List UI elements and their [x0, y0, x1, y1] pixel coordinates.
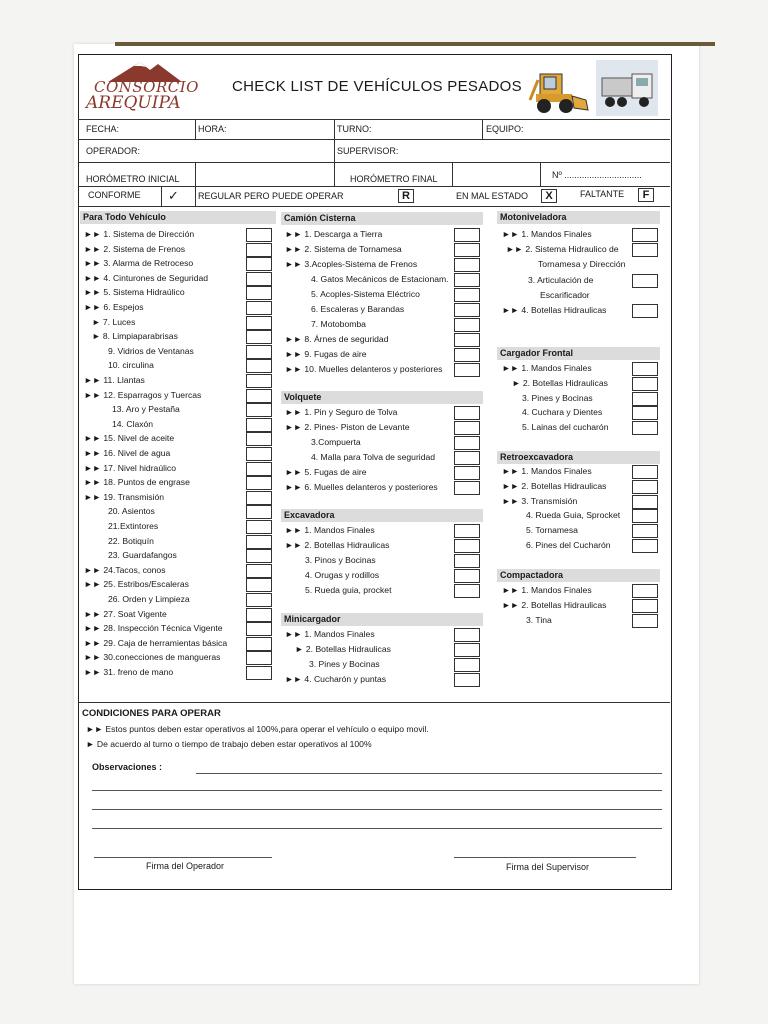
observaciones-line[interactable] [92, 790, 662, 791]
checklist-item-motoniveladora: ►► 1. Mandos Finales [502, 229, 592, 239]
checklist-item-todo: ►► 15. Nivel de aceite [84, 433, 175, 444]
checklist-item-retro: 5. Tornamesa [526, 525, 578, 536]
logo-line2: AREQUIPA [86, 93, 181, 113]
checklist-item-excavadora: ►► 2. Botellas Hidraulicas [285, 540, 390, 550]
legend-regular-mark: R [398, 189, 414, 203]
section-title: Minicargador [284, 614, 341, 624]
checklist-item-todo: ►► 30.conecciones de mangueras [84, 652, 221, 663]
checklist-item-excavadora: 5. Rueda guia, procket [305, 585, 392, 595]
checkbox-todo[interactable] [246, 564, 272, 578]
checkbox-todo[interactable] [246, 272, 272, 286]
checkbox-todo[interactable] [246, 535, 272, 549]
turno-field[interactable]: TURNO: [337, 124, 372, 134]
checkbox-cisterna[interactable] [454, 258, 480, 272]
checklist-item-todo: ►► 5. Sistema Hidraúlico [84, 287, 185, 298]
firma-operador-label: Firma del Operador [146, 861, 225, 871]
checklist-item-todo: 10. circulina [108, 360, 154, 371]
checkbox-cisterna[interactable] [454, 228, 480, 242]
section-header-motoniveladora [497, 211, 660, 224]
checkbox-cisterna[interactable] [454, 243, 480, 257]
grid-line [78, 206, 670, 207]
checkbox-cisterna[interactable] [454, 333, 480, 347]
checkbox-todo[interactable] [246, 257, 272, 271]
checkbox-todo[interactable] [246, 345, 272, 359]
checklist-item-todo: 9. Vidrios de Ventanas [108, 345, 194, 356]
observaciones-line[interactable] [92, 828, 662, 829]
checkbox-todo[interactable] [246, 359, 272, 373]
top-edge-strip [115, 42, 715, 46]
checkbox-todo[interactable] [246, 432, 272, 446]
checklist-item-cisterna: 4. Gatos Mecánicos de Estacionam. [311, 274, 449, 284]
equipo-field[interactable]: EQUIPO: [486, 124, 524, 134]
checklist-item-todo: ►► 16. Nivel de agua [84, 448, 171, 458]
checkbox-minicargador[interactable] [454, 658, 480, 672]
checkbox-todo[interactable] [246, 447, 272, 461]
checkbox-todo[interactable] [246, 418, 272, 432]
checklist-item-retro: 4. Rueda Guia, Sprocket [526, 510, 621, 521]
checkbox-todo[interactable] [246, 608, 272, 622]
checklist-item-minicargador: 3. Pines y Bocinas [309, 659, 380, 669]
checklist-item-todo: ►► 17. Nivel hidraúlico [84, 462, 177, 473]
checkbox-todo[interactable] [246, 578, 272, 592]
backhoe-loader-icon [526, 60, 590, 116]
checkbox-compactadora[interactable] [632, 614, 658, 628]
checkbox-excavadora[interactable] [454, 524, 480, 538]
checklist-item-cisterna: ►► 1. Descarga a Tierra [285, 229, 383, 239]
checkbox-volquete[interactable] [454, 436, 480, 450]
checklist-item-retro: ►► 1. Mandos Finales [502, 466, 592, 476]
checkbox-todo[interactable] [246, 301, 272, 315]
section-title: Excavadora [284, 510, 335, 520]
checkbox-todo[interactable] [246, 520, 272, 534]
grid-line [78, 702, 670, 703]
checklist-item-cisterna: 7. Motobomba [311, 319, 366, 329]
checklist-item-cargador: ►► 1. Mandos Finales [502, 363, 592, 373]
checklist-item-todo: 26. Orden y Limpieza [108, 594, 190, 604]
checklist-item-todo: ►► 25. Estribos/Escaleras [84, 579, 189, 590]
checkbox-cisterna[interactable] [454, 303, 480, 317]
checkbox-todo[interactable] [246, 389, 272, 403]
checkbox-compactadora[interactable] [632, 584, 658, 598]
checklist-item-todo: ► 8. Limpiaparabrisas [92, 331, 178, 342]
section-title: Volquete [284, 392, 322, 402]
checklist-item-minicargador: ►► 4. Cucharón y puntas [285, 674, 387, 684]
checklist-item-volquete: 3.Compuerta [311, 437, 361, 447]
checkbox-minicargador[interactable] [454, 628, 480, 642]
grid-line [195, 162, 196, 186]
legend-regular-label: REGULAR PERO PUEDE OPERAR [198, 191, 344, 201]
checkbox-cargador[interactable] [632, 392, 658, 406]
checkbox-cisterna[interactable] [454, 288, 480, 302]
checkbox-cargador[interactable] [632, 421, 658, 435]
checkbox-todo[interactable] [246, 403, 272, 417]
checkbox-volquete[interactable] [454, 451, 480, 465]
grid-line [78, 186, 670, 187]
checklist-item-compactadora: ►► 2. Botellas Hidraulicas [502, 600, 607, 610]
observaciones-line[interactable] [92, 809, 662, 810]
checkbox-todo[interactable] [246, 316, 272, 330]
checkbox-todo[interactable] [246, 491, 272, 505]
section-title: Compactadora [500, 570, 564, 580]
section-title: Retroexcavadora [500, 452, 574, 462]
section-header-cisterna [281, 212, 483, 225]
checklist-item-cisterna: 5. Acoples-Sistema Eléctrico [311, 289, 420, 299]
legend-conforme-mark: ✓ [168, 188, 179, 203]
conditions-line2: ► De acuerdo al turno o tiempo de trabajo deben estar operativos al 100% [86, 739, 372, 749]
checkbox-volquete[interactable] [454, 421, 480, 435]
checkbox-todo[interactable] [246, 286, 272, 300]
checkbox-cisterna[interactable] [454, 348, 480, 362]
checklist-item-cisterna: ►► 8. Árnes de seguridad [285, 334, 389, 344]
checklist-item-todo: 21.Extintores [108, 521, 159, 531]
checkbox-retro[interactable] [632, 539, 658, 553]
checklist-item-motoniveladora: 3. Articulación de [528, 274, 594, 285]
checkbox-todo[interactable] [246, 476, 272, 490]
checkbox-cisterna[interactable] [454, 273, 480, 287]
logo-line1: CONSORCIO [94, 78, 199, 96]
checklist-item-volquete: ►► 2. Pines- Piston de Levante [285, 422, 410, 432]
checkbox-todo[interactable] [246, 593, 272, 607]
checklist-item-retro: ►► 2. Botellas Hidraulicas [502, 480, 607, 491]
checklist-item-todo: ►► 24.Tacos, conos [84, 564, 166, 575]
checklist-item-volquete: ►► 1. Pin y Seguro de Tolva [285, 407, 398, 417]
checklist-item-cargador: 4. Cuchara y Dientes [522, 407, 603, 418]
section-header-retro [497, 451, 660, 464]
observaciones-label: Observaciones : [92, 762, 163, 772]
checkbox-volquete[interactable] [454, 481, 480, 495]
checkbox-motoniveladora[interactable] [632, 304, 658, 318]
checkbox-motoniveladora[interactable] [632, 274, 658, 288]
checkbox-motoniveladora[interactable] [632, 243, 658, 257]
section-header-todo [80, 211, 276, 224]
grid-line [540, 162, 541, 186]
observaciones-line[interactable] [196, 773, 662, 774]
legend-mal-label: EN MAL ESTADO [456, 191, 529, 201]
checkbox-retro[interactable] [632, 480, 658, 494]
checklist-item-cisterna: ►► 3.Acoples-Sistema de Frenos [285, 259, 418, 269]
checkbox-volquete[interactable] [454, 466, 480, 480]
checkbox-cisterna[interactable] [454, 318, 480, 332]
legend-conforme-label: CONFORME [88, 190, 141, 200]
checklist-item-todo: ►► 12. Esparragos y Tuercas [84, 389, 202, 400]
grid-line [161, 186, 162, 206]
checkbox-todo[interactable] [246, 462, 272, 476]
grid-line [78, 119, 670, 120]
checkbox-volquete[interactable] [454, 406, 480, 420]
grid-line [482, 119, 483, 139]
legend-faltante-mark: F [638, 188, 654, 202]
section-header-minicargador [281, 613, 483, 626]
section-header-cargador [497, 347, 660, 360]
checkbox-retro[interactable] [632, 524, 658, 538]
checkbox-excavadora[interactable] [454, 584, 480, 598]
checkbox-todo[interactable] [246, 666, 272, 680]
checklist-item-todo: ►► 31. freno de mano [84, 667, 174, 677]
checklist-item-todo: 14. Claxón [112, 418, 154, 429]
grid-line [334, 119, 335, 186]
checklist-item-todo: 13. Aro y Pestaña [112, 404, 180, 415]
numero-field[interactable]: Nº ............................... [552, 170, 642, 180]
checklist-item-motoniveladora: ►► 2. Sistema Hidraulico de [506, 244, 619, 255]
section-title: Cargador Frontal [500, 348, 574, 358]
firma-supervisor-label: Firma del Supervisor [506, 862, 590, 872]
section-header-excavadora [281, 509, 483, 522]
horometro-inicial-field[interactable]: HORÓMETRO INICIAL [86, 174, 180, 184]
checklist-item-cargador: ► 2. Botellas Hidraulicas [512, 377, 608, 388]
dump-truck-icon [596, 60, 658, 116]
checklist-item-todo: ►► 4. Cinturones de Seguridad [84, 272, 209, 283]
conditions-title: CONDICIONES PARA OPERAR [82, 708, 221, 719]
checkbox-minicargador[interactable] [454, 673, 480, 687]
checkbox-cargador[interactable] [632, 377, 658, 391]
checklist-item-cisterna: ►► 2. Sistema de Tornamesa [285, 244, 402, 254]
checklist-item-motoniveladora: ►► 4. Botellas Hidraulicas [502, 305, 607, 315]
checklist-item-retro: ►► 3. Transmisión [502, 495, 578, 506]
operador-field[interactable]: OPERADOR: [86, 146, 141, 156]
checklist-item-excavadora: ►► 1. Mandos Finales [285, 525, 375, 535]
company-logo [84, 60, 199, 116]
grid-line [452, 162, 453, 186]
checklist-item-excavadora: 3. Pinos y Bocinas [305, 555, 376, 565]
checklist-item-todo: ►► 11. Llantas [84, 375, 145, 385]
checklist-item-todo: 20. Asientos [108, 506, 155, 517]
checklist-item-compactadora: 3. Tina [526, 615, 552, 625]
checkbox-cisterna[interactable] [454, 363, 480, 377]
checklist-item-todo: ► 7. Luces [92, 316, 136, 327]
checkbox-todo[interactable] [246, 651, 272, 665]
checkbox-todo[interactable] [246, 637, 272, 651]
grid-line [195, 186, 196, 206]
checklist-item-motoniveladora: Escarificador [540, 289, 590, 300]
checklist-item-todo: ►► 27. Soat Vigente [84, 608, 167, 619]
checklist-item-todo: ►► 29. Caja de herramientas básica [84, 637, 228, 648]
checkbox-minicargador[interactable] [454, 643, 480, 657]
firma-operador-line[interactable] [94, 857, 272, 858]
checklist-item-todo: ►► 28. Inspección Técnica Vigente [84, 623, 223, 634]
checklist-item-cargador: 5. Lainas del cucharón [522, 422, 609, 433]
checkbox-todo[interactable] [246, 330, 272, 344]
horometro-final-field[interactable]: HORÓMETRO FINAL [350, 174, 438, 184]
checklist-item-excavadora: 4. Orugas y rodillos [305, 570, 380, 580]
section-title: Para Todo Vehículo [83, 212, 166, 222]
checkbox-cargador[interactable] [632, 406, 658, 420]
supervisor-field[interactable]: SUPERVISOR: [337, 146, 399, 156]
checklist-item-volquete: ►► 5. Fugas de aire [285, 467, 367, 477]
section-title: Camión Cisterna [284, 213, 356, 223]
checkbox-todo[interactable] [246, 505, 272, 519]
checkbox-cargador[interactable] [632, 362, 658, 376]
section-header-volquete [281, 391, 483, 404]
checklist-item-volquete: ►► 6. Muelles delanteros y posteriores [285, 482, 438, 492]
checklist-item-cisterna: ►► 10. Muelles delanteros y posteriores [285, 364, 443, 374]
checklist-item-volquete: 4. Malla para Tolva de seguridad [311, 452, 436, 462]
checklist-item-cisterna: 6. Escaleras y Barandas [311, 304, 405, 314]
checkbox-excavadora[interactable] [454, 569, 480, 583]
checkbox-excavadora[interactable] [454, 539, 480, 553]
checkbox-todo[interactable] [246, 243, 272, 257]
fecha-field[interactable]: FECHA: [86, 124, 120, 134]
grid-line [78, 139, 670, 140]
checklist-item-todo: ►► 18. Puntos de engrase [84, 477, 190, 488]
checklist-item-todo: 22. Botiquín [108, 535, 154, 546]
checklist-item-todo: ►► 2. Sistema de Frenos [84, 243, 186, 254]
page-title: CHECK LIST DE VEHÍCULOS PESADOS [232, 78, 522, 95]
checklist-item-cargador: 3. Pines y Bocinas [522, 392, 593, 403]
checkbox-todo[interactable] [246, 549, 272, 563]
section-title: Motoniveladora [500, 212, 567, 222]
legend-faltante-label: FALTANTE [580, 189, 625, 199]
checklist-item-compactadora: ►► 1. Mandos Finales [502, 585, 592, 595]
checklist-item-todo: 23. Guardafangos [108, 550, 177, 561]
checklist-item-todo: ►► 19. Transmisión [84, 491, 165, 502]
legend-mal-mark: X [541, 189, 557, 203]
checklist-item-minicargador: ► 2. Botellas Hidraulicas [295, 644, 391, 654]
checkbox-retro[interactable] [632, 465, 658, 479]
checklist-item-cisterna: ►► 9. Fugas de aire [285, 349, 367, 359]
conditions-line1: ►► Estos puntos deben estar operativos al 100%,para operar el vehículo o equipo movil. [86, 724, 429, 734]
checklist-item-todo: ►► 6. Espejos [84, 302, 144, 312]
checkbox-todo[interactable] [246, 374, 272, 388]
firma-supervisor-line[interactable] [454, 857, 636, 858]
checkbox-retro[interactable] [632, 495, 658, 509]
checkbox-excavadora[interactable] [454, 554, 480, 568]
checklist-item-minicargador: ►► 1. Mandos Finales [285, 629, 375, 639]
checkbox-motoniveladora[interactable] [632, 228, 658, 242]
hora-field[interactable]: HORA: [198, 124, 227, 134]
checkbox-todo[interactable] [246, 622, 272, 636]
checkbox-compactadora[interactable] [632, 599, 658, 613]
checklist-item-retro: 6. Pines del Cucharón [526, 540, 611, 550]
checklist-item-todo: ►► 1. Sistema de Dirección [84, 229, 195, 239]
grid-line [195, 119, 196, 139]
checkbox-todo[interactable] [246, 228, 272, 242]
section-header-compactadora [497, 569, 660, 582]
checklist-item-todo: ►► 3. Alarma de Retroceso [84, 258, 194, 269]
checkbox-retro[interactable] [632, 509, 658, 523]
grid-line [78, 162, 670, 163]
checklist-item-motoniveladora: Tornamesa y Dirección [538, 259, 626, 270]
